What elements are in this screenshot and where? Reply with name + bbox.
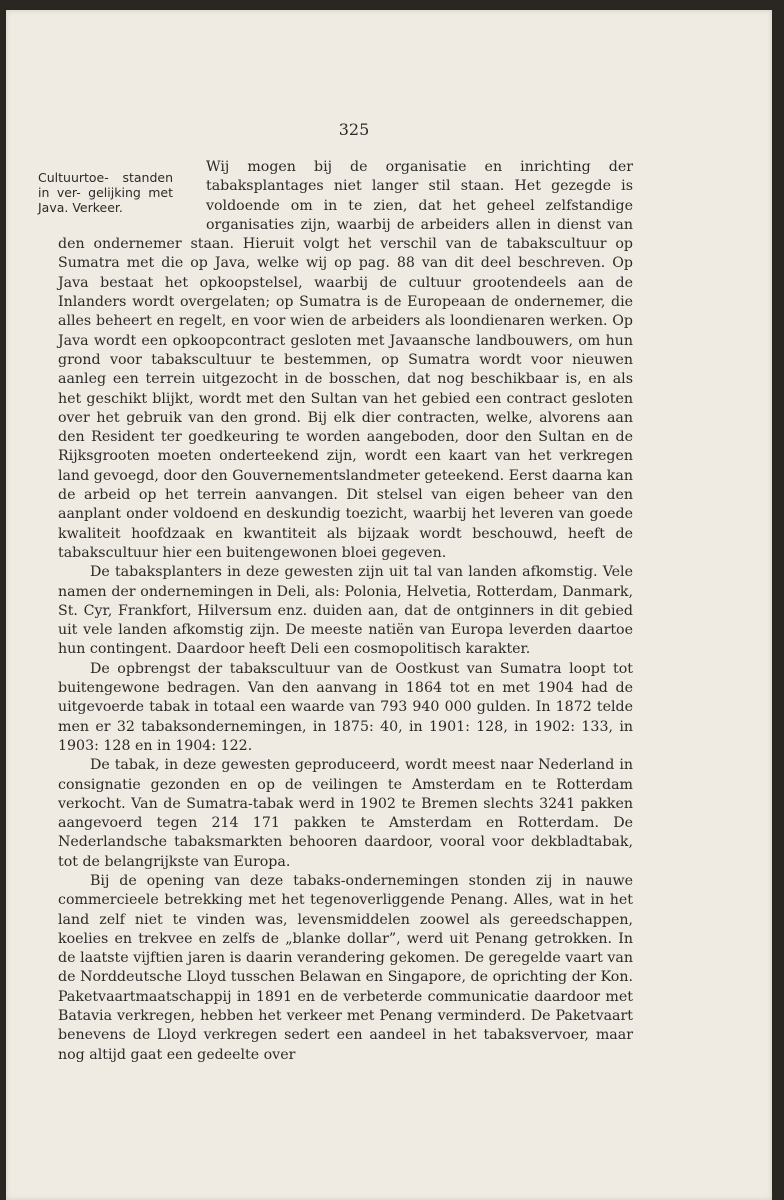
margin-note: Cultuurtoe- standen in ver- gelijking met Java. Verkeer. <box>38 170 173 215</box>
paragraph: Bij de opening van deze tabaks-ondernemingen stonden zij in nauwe commercieele betrekking met het tegenoverliggende Penang. Alles, wat in het land zelf niet te vinden was, levensmiddelen zoowel als gereedschappen, koelies en trekvee en zelfs de „blanke dollar”, werd uit Penang getrokken. In de laatste vijftien jaren is daarin verandering gekomen. De geregelde vaart van de Norddeutsche Lloyd tusschen Belawan en Singapore, de oprichting der Kon. Paketvaartmaatschappij in 1891 en de verbeterde communicatie daardoor met Batavia verkregen, hebben het verkeer met Penang verminderd. De Paketvaart benevens de Lloyd verkregen sedert een aandeel in het tabaksvervoer, maar nog altijd gaat een gedeelte over <box>58 872 633 1063</box>
page-number: 325 <box>338 120 370 139</box>
margin-note-space <box>58 158 206 232</box>
book-page <box>6 10 772 1200</box>
paragraph: De tabaksplanters in deze gewesten zijn uit tal van landen afkomstig. Vele namen der ondernemingen in Deli, als: Polonia, Helvetia, Rotterdam, Danmark, St. Cyr, Frankfort, Hilversum enz. duiden aan, dat de ontginners in dit gebied uit vele landen afkomstig zijn. De meeste natiën van Europa leverden daartoe hun contingent. Daardoor heeft Deli een cosmopolitisch karakter. <box>58 564 633 658</box>
paragraph: De tabak, in deze gewesten geproduceerd, wordt meest naar Nederland in consignatie gezonden en op de veilingen te Amsterdam en te Rotterdam verkocht. Van de Sumatra-tabak werd in 1902 te Bremen slechts 3241 pakken aangevoerd tegen 214 171 pakken te Amsterdam en Rotterdam. De Nederlandsche tabaksmarkten behooren daardoor, vooral voor dekbladtabak, tot de belangrijkste van Europa. <box>58 757 633 870</box>
paragraph: Wij mogen bij de organisatie en inrichting der tabaksplantages niet langer stil staan. Het gezegde is voldoende om in te zien, dat het geheel zelfstandige organisaties zijn, waarbij de arbeiders allen in dienst van den ondernemer staan. Hieruit volgt het verschil van de tabakscultuur op Sumatra met die op Java, welke wij op pag. 88 van dit deel beschreven. Op Java bestaat het opkoopstelsel, waarbij de cultuur grootendeels aan de Inlanders wordt overgelaten; op Sumatra is de Europeaan de ondernemer, die alles beheert en regelt, en voor wien de arbeiders als loondienaren werken. Op Java wordt een opkoopcontract gesloten met Javaansche landbouwers, om hun grond voor tabakscultuur te bestemmen, op Sumatra wordt voor nieuwen aanleg een terrein uitgezocht in de bosschen, dat nog beschikbaar is, en als het geschikt blijkt, wordt met den Sultan van het gebied een contract gesloten over het gebruik van den grond. Bij elk dier contracten, welke, alvorens aan den Resident ter goedkeuring te worden aangeboden, door den Sultan en de Rijksgrooten moeten onderteekend zijn, wordt een kaart van het verkregen land gevoegd, door den Gouvernementslandmeter geteekend. Eerst daarna kan de arbeid op het terrein aanvangen. Dit stelsel van eigen beheer van den aanplant onder voldoend en deskundig toezicht, waarbij het leveren van goede kwaliteit hoofdzaak en kwantiteit als bijzaak wordt beschouwd, heeft de tabakscultuur hier een buitengewonen bloei gegeven. <box>58 159 633 561</box>
body-text <box>58 158 633 1065</box>
paragraph: De opbrengst der tabakscultuur van de Oostkust van Sumatra loopt tot buitengewone bedragen. Van den aanvang in 1864 tot en met 1904 had de uitgevoerde tabak in totaal een waarde van 793 940 000 gulden. In 1872 telde men er 32 tabaksondernemingen, in 1875: 40, in 1901: 128, in 1902: 133, in 1903: 128 en in 1904: 122. <box>58 660 633 754</box>
